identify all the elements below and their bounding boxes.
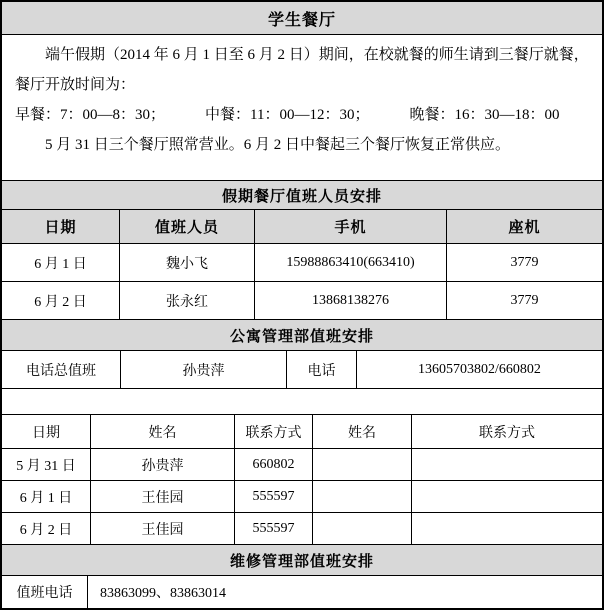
contact-cell: 555597 <box>235 481 313 512</box>
column-header-mobile: 手机 <box>255 210 447 243</box>
contact-cell-empty <box>412 481 602 512</box>
date-cell: 6 月 1 日 <box>2 481 91 512</box>
contact-cell: 660802 <box>235 449 313 480</box>
hotline-phone-number: 13605703802/660802 <box>418 361 541 377</box>
mobile-cell: 15988863410(663410) <box>255 244 447 281</box>
notice-paragraph-supply: 5 月 31 日三个餐厅照常营业。6 月 2 日中餐起三个餐厅恢复正常供应。 <box>45 137 511 153</box>
duty-phone-numbers: 83863099、83863014 <box>100 586 226 601</box>
dinner-time: 晚餐：16：30—18：00 <box>409 107 560 123</box>
name-cell: 王佳园 <box>91 513 235 544</box>
spacer-row <box>2 389 602 415</box>
column-header-contact2: 联系方式 <box>479 425 535 441</box>
column-header-name2: 姓名 <box>313 415 412 448</box>
person-cell: 张永红 <box>120 282 255 319</box>
meal-times-line <box>15 100 589 130</box>
landline-cell: 3779 <box>510 254 539 270</box>
date-cell: 6 月 2 日 <box>2 282 120 319</box>
date-cell: 6 月 2 日 <box>2 513 91 544</box>
notice-section <box>2 35 602 181</box>
apartment-duty-row-june1 <box>2 481 602 513</box>
name-cell-empty <box>313 513 412 544</box>
apartment-duty-header-row <box>2 415 602 449</box>
canteen-duty-row-june1 <box>2 244 602 282</box>
breakfast-time: 早餐：7：00—8：30； <box>15 107 166 123</box>
mobile-cell: 13868138276 <box>255 282 447 319</box>
apartment-duty-row-may31 <box>2 449 602 481</box>
hotline-name: 孙贵萍 <box>121 351 287 388</box>
canteen-duty-row-june2 <box>2 282 602 320</box>
column-header-date: 日期 <box>2 210 120 243</box>
name-cell-empty <box>313 449 412 480</box>
column-header-name1: 姓名 <box>91 415 235 448</box>
notice-paragraph-holiday: 端午假期（2014 年 6 月 1 日至 6 月 2 日）期间，在校就餐的师生请到三餐厅就餐，餐厅开放时间为： <box>15 47 589 93</box>
date-cell: 6 月 1 日 <box>2 244 120 281</box>
canteen-duty-header-row <box>2 210 602 244</box>
contact-cell-empty <box>412 449 602 480</box>
landline-cell: 3779 <box>510 292 539 308</box>
date-cell: 5 月 31 日 <box>2 449 91 480</box>
lunch-time: 中餐：11：00—12：30； <box>205 107 370 123</box>
column-header-contact1: 联系方式 <box>235 415 313 448</box>
maintenance-phone-row <box>2 576 602 608</box>
column-header-duty-person: 值班人员 <box>120 210 255 243</box>
contact-cell: 555597 <box>235 513 313 544</box>
name-cell: 孙贵萍 <box>91 449 235 480</box>
name-cell: 王佳园 <box>91 481 235 512</box>
person-cell: 魏小飞 <box>120 244 255 281</box>
hotline-label: 电话总值班 <box>2 351 121 388</box>
apartment-hotline-row <box>2 351 602 389</box>
name-cell-empty <box>313 481 412 512</box>
column-header-landline: 座机 <box>447 210 602 243</box>
apartment-duty-section-title: 公寓管理部值班安排 <box>2 320 602 351</box>
student-canteen-title: 学生餐厅 <box>2 2 602 35</box>
hotline-phone-label: 电话 <box>287 351 357 388</box>
apartment-duty-row-june2 <box>2 513 602 545</box>
column-header-date: 日期 <box>2 415 91 448</box>
contact-cell-empty <box>412 513 602 544</box>
canteen-duty-section-title: 假期餐厅值班人员安排 <box>2 181 602 210</box>
duty-phone-label: 值班电话 <box>2 576 88 608</box>
maintenance-duty-section-title: 维修管理部值班安排 <box>2 545 602 576</box>
